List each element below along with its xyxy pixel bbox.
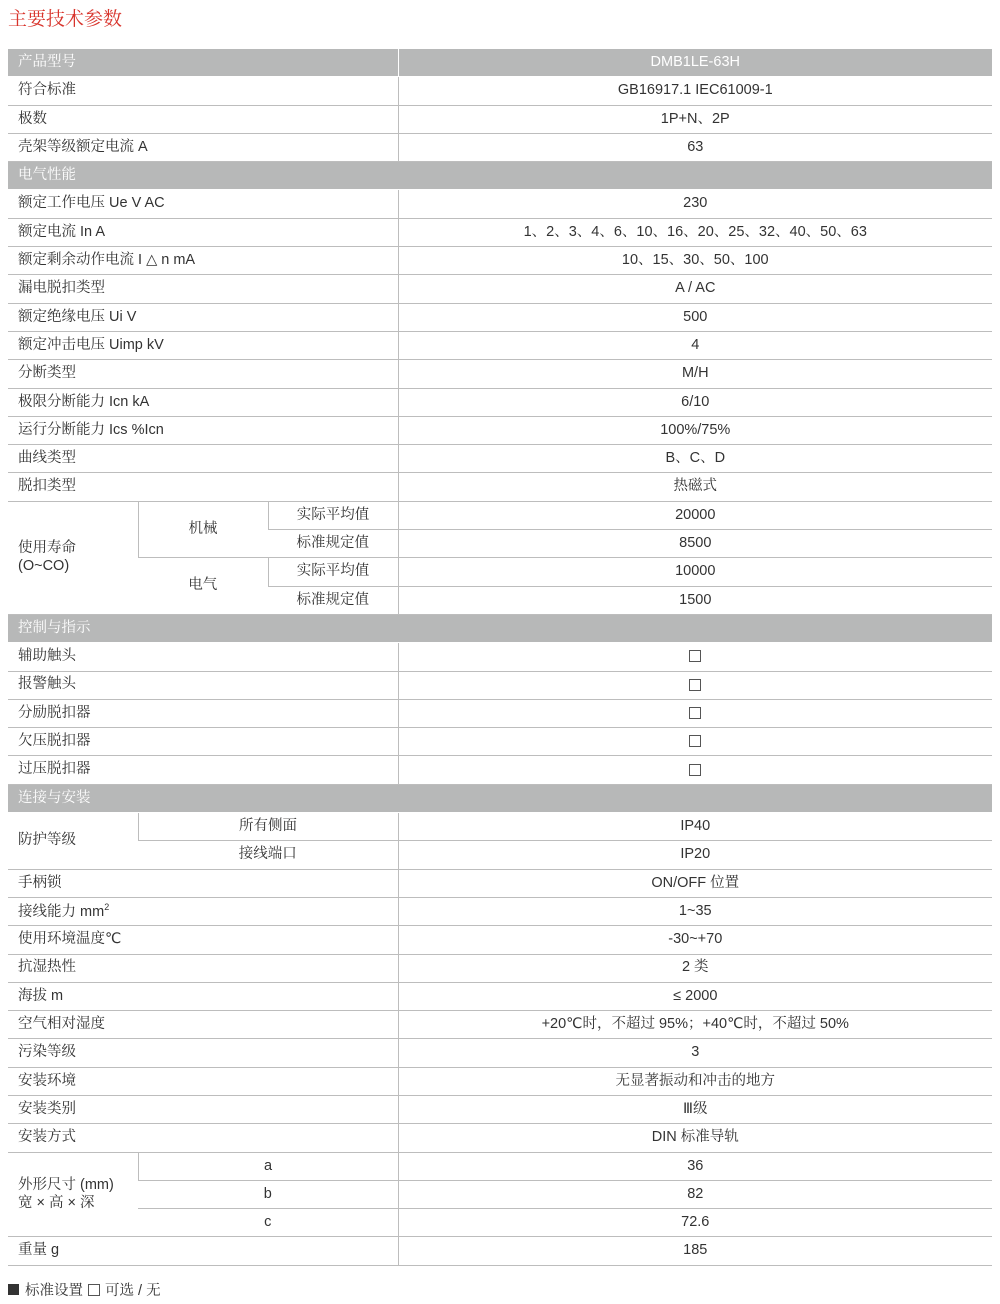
table-row bbox=[8, 218, 992, 246]
filled-square-icon bbox=[8, 1284, 19, 1295]
row-label: 手柄锁 bbox=[8, 869, 398, 897]
optional-checkbox-icon bbox=[689, 764, 701, 776]
row-value: 4 bbox=[398, 331, 992, 359]
row-value: A / AC bbox=[398, 275, 992, 303]
table-row bbox=[8, 1124, 992, 1152]
row-value: GB16917.1 IEC61009-1 bbox=[398, 77, 992, 105]
life-label-line1: 使用寿命 bbox=[18, 540, 76, 557]
row-label-superscript: 2 bbox=[104, 901, 110, 912]
protection-terminal-label: 接线端口 bbox=[138, 841, 398, 869]
row-label-text: 接线能力 mm bbox=[18, 903, 105, 920]
row-value bbox=[398, 728, 992, 756]
optional-checkbox-icon bbox=[689, 707, 701, 719]
row-value: 100%/75% bbox=[398, 416, 992, 444]
protection-side-label: 所有侧面 bbox=[138, 813, 398, 841]
section-control bbox=[8, 614, 992, 642]
table-row bbox=[8, 133, 992, 161]
dimension-a-label: a bbox=[138, 1152, 398, 1180]
legend bbox=[8, 1279, 161, 1300]
row-value: 热磁式 bbox=[398, 473, 992, 501]
table-row bbox=[8, 926, 992, 954]
table-row bbox=[8, 1067, 992, 1095]
table-row bbox=[8, 1237, 992, 1265]
table-row bbox=[8, 558, 992, 586]
table-row bbox=[8, 1209, 992, 1237]
table-row bbox=[8, 105, 992, 133]
dimension-a-value: 36 bbox=[398, 1152, 992, 1180]
row-value bbox=[398, 756, 992, 784]
row-label: 额定剩余动作电流 I △ n mA bbox=[8, 247, 398, 275]
protection-side-value: IP40 bbox=[398, 813, 992, 841]
header-value: DMB1LE-63H bbox=[398, 49, 992, 77]
protection-label: 防护等级 bbox=[8, 813, 138, 870]
row-label: 极限分断能力 Icn kA bbox=[8, 388, 398, 416]
dimensions-label-line1: 外形尺寸 (mm) bbox=[18, 1177, 114, 1194]
page-title: 主要技术参数 bbox=[8, 9, 123, 30]
header-row bbox=[8, 49, 992, 77]
life-actual-label: 实际平均值 bbox=[268, 501, 398, 529]
table-row bbox=[8, 756, 992, 784]
table-row bbox=[8, 869, 992, 897]
row-value: 63 bbox=[398, 133, 992, 161]
row-value: 1P+N、2P bbox=[398, 105, 992, 133]
row-value: 无显著振动和冲击的地方 bbox=[398, 1067, 992, 1095]
row-label: 安装方式 bbox=[8, 1124, 398, 1152]
life-mechanical-label: 机械 bbox=[138, 501, 268, 558]
row-value: ≤ 2000 bbox=[398, 982, 992, 1010]
table-row bbox=[8, 275, 992, 303]
row-label: 曲线类型 bbox=[8, 445, 398, 473]
row-value: +20℃时，不超过 95%；+40℃时，不超过 50% bbox=[398, 1011, 992, 1039]
table-row bbox=[8, 190, 992, 218]
empty-square-icon bbox=[88, 1284, 100, 1296]
row-label: 极数 bbox=[8, 105, 398, 133]
section-title: 控制与指示 bbox=[8, 614, 992, 642]
row-value: ON/OFF 位置 bbox=[398, 869, 992, 897]
row-label: 抗湿热性 bbox=[8, 954, 398, 982]
dimension-c-label: c bbox=[138, 1209, 398, 1237]
life-mech-standard-value: 8500 bbox=[398, 530, 992, 558]
dimension-c-value: 72.6 bbox=[398, 1209, 992, 1237]
row-label: 壳架等级额定电流 A bbox=[8, 133, 398, 161]
row-label: 使用环境温度℃ bbox=[8, 926, 398, 954]
life-elec-standard-value: 1500 bbox=[398, 586, 992, 614]
dimensions-label bbox=[8, 1152, 138, 1237]
table-row bbox=[8, 501, 992, 529]
row-value: -30~+70 bbox=[398, 926, 992, 954]
row-label: 额定绝缘电压 Ui V bbox=[8, 303, 398, 331]
row-label: 污染等级 bbox=[8, 1039, 398, 1067]
row-label: 符合标准 bbox=[8, 77, 398, 105]
table-row bbox=[8, 1039, 992, 1067]
dimension-b-value: 82 bbox=[398, 1180, 992, 1208]
row-value bbox=[398, 671, 992, 699]
legend-optional: 可选 / 无 bbox=[105, 1283, 161, 1299]
table-row bbox=[8, 1152, 992, 1180]
protection-terminal-value: IP20 bbox=[398, 841, 992, 869]
dimensions-label-line2: 宽 × 高 × 深 bbox=[18, 1194, 95, 1211]
life-mech-actual-value: 20000 bbox=[398, 501, 992, 529]
table-row bbox=[8, 982, 992, 1010]
row-label: 脱扣类型 bbox=[8, 473, 398, 501]
row-label: 漏电脱扣类型 bbox=[8, 275, 398, 303]
row-value: M/H bbox=[398, 360, 992, 388]
row-label: 安装类别 bbox=[8, 1095, 398, 1123]
row-value: Ⅲ级 bbox=[398, 1095, 992, 1123]
life-label-line2: (O~CO) bbox=[18, 557, 70, 574]
row-label: 分励脱扣器 bbox=[8, 699, 398, 727]
row-label: 额定电流 In A bbox=[8, 218, 398, 246]
optional-checkbox-icon bbox=[689, 679, 701, 691]
row-value: DIN 标准导轨 bbox=[398, 1124, 992, 1152]
table-row bbox=[8, 331, 992, 359]
row-value bbox=[398, 699, 992, 727]
row-label bbox=[8, 897, 398, 925]
row-label: 额定冲击电压 Uimp kV bbox=[8, 331, 398, 359]
life-actual-label: 实际平均值 bbox=[268, 558, 398, 586]
table-row bbox=[8, 1095, 992, 1123]
row-value: 500 bbox=[398, 303, 992, 331]
table-row bbox=[8, 897, 992, 925]
life-elec-actual-value: 10000 bbox=[398, 558, 992, 586]
row-value: 3 bbox=[398, 1039, 992, 1067]
row-label: 分断类型 bbox=[8, 360, 398, 388]
table-row bbox=[8, 1180, 992, 1208]
table-row bbox=[8, 303, 992, 331]
row-value: 1~35 bbox=[398, 897, 992, 925]
row-value: B、C、D bbox=[398, 445, 992, 473]
table-row bbox=[8, 445, 992, 473]
table-row bbox=[8, 416, 992, 444]
row-label: 安装环境 bbox=[8, 1067, 398, 1095]
table-row bbox=[8, 473, 992, 501]
table-row bbox=[8, 643, 992, 671]
table-row bbox=[8, 813, 992, 841]
section-connection bbox=[8, 784, 992, 812]
table-row bbox=[8, 77, 992, 105]
section-title: 电气性能 bbox=[8, 162, 992, 190]
life-electrical-label: 电气 bbox=[138, 558, 268, 615]
dimension-b-label: b bbox=[138, 1180, 398, 1208]
table-row bbox=[8, 954, 992, 982]
life-standard-label: 标准规定值 bbox=[268, 530, 398, 558]
row-label: 欠压脱扣器 bbox=[8, 728, 398, 756]
row-label: 报警触头 bbox=[8, 671, 398, 699]
optional-checkbox-icon bbox=[689, 650, 701, 662]
optional-checkbox-icon bbox=[689, 735, 701, 747]
row-value: 185 bbox=[398, 1237, 992, 1265]
row-value: 1、2、3、4、6、10、16、20、25、32、40、50、63 bbox=[398, 218, 992, 246]
table-row bbox=[8, 247, 992, 275]
table-row bbox=[8, 728, 992, 756]
spec-table bbox=[8, 49, 992, 1266]
row-value: 2 类 bbox=[398, 954, 992, 982]
section-title: 连接与安装 bbox=[8, 784, 992, 812]
table-row bbox=[8, 671, 992, 699]
row-value: 230 bbox=[398, 190, 992, 218]
table-row bbox=[8, 699, 992, 727]
table-row bbox=[8, 360, 992, 388]
row-label: 海拔 m bbox=[8, 982, 398, 1010]
header-label: 产品型号 bbox=[8, 49, 398, 77]
row-label: 空气相对湿度 bbox=[8, 1011, 398, 1039]
row-label: 额定工作电压 Ue V AC bbox=[8, 190, 398, 218]
row-value: 6/10 bbox=[398, 388, 992, 416]
row-value bbox=[398, 643, 992, 671]
table-row bbox=[8, 1011, 992, 1039]
row-label: 运行分断能力 Ics %Icn bbox=[8, 416, 398, 444]
life-label bbox=[8, 501, 138, 614]
row-label: 重量 g bbox=[8, 1237, 398, 1265]
row-value: 10、15、30、50、100 bbox=[398, 247, 992, 275]
legend-standard: 标准设置 bbox=[25, 1283, 83, 1299]
table-row bbox=[8, 388, 992, 416]
table-row bbox=[8, 841, 992, 869]
row-label: 辅助触头 bbox=[8, 643, 398, 671]
row-label: 过压脱扣器 bbox=[8, 756, 398, 784]
life-standard-label: 标准规定值 bbox=[268, 586, 398, 614]
section-electrical bbox=[8, 162, 992, 190]
